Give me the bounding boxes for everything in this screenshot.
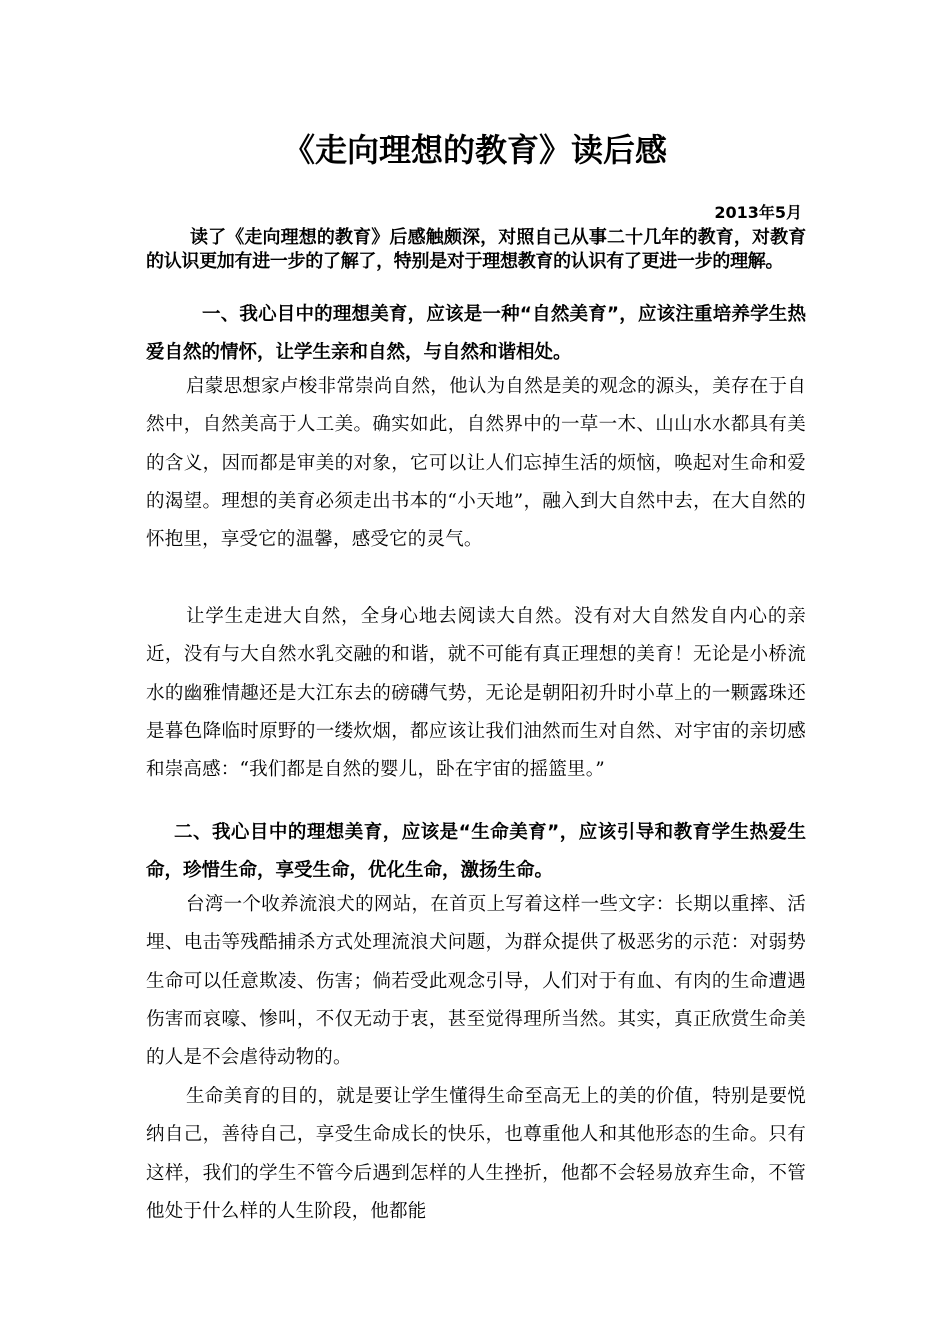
body-paragraph-4: 生命美育的目的，就是要让学生懂得生命至高无上的美的价值，特别是要悦纳自己，善待自己，享受生命成长的快乐，也尊重他人和其他形态的生命。只有这样，我们的学生不管今后遇到怎样的人生挫折，他都不会轻易放弃生命，不管他处于什么样的人生阶段，他都能 [146, 1086, 806, 1222]
section-heading-1: 一、我心目中的理想美育，应该是一种“自然美育”，应该注重培养学生热爱自然的情怀，让学生亲和自然，与自然和谐相处。 [146, 304, 806, 363]
intro-paragraph: 读了《走向理想的教育》后感触颇深，对照自己从事二十几年的教育，对教育的认识更加有进一步的了解了，特别是对于理想教育的认识有了更进一步的理解。 [146, 227, 806, 272]
document-date: 2013年5月 [714, 203, 802, 222]
document-title: 《走向理想的教育》读后感 [282, 131, 667, 169]
section-heading-2: 二、我心目中的理想美育，应该是“生命美育”，应该引导和教育学生热爱生命，珍惜生命，享受生命，优化生命，激扬生命。 [146, 822, 806, 881]
body-paragraph-2: 让学生走进大自然，全身心地去阅读大自然。没有对大自然发自内心的亲近，没有与大自然水乳交融的和谐，就不可能有真正理想的美育！无论是小桥流水的幽雅情趣还是大江东去的磅礴气势，无论是朝阳初升时小草上的一颗露珠还是暮色降临时原野的一缕炊烟，都应该让我们油然而生对自然、对宇宙的亲切感和崇高感：“我们都是自然的婴儿，卧在宇宙的摇篮里。” [146, 606, 806, 781]
body-paragraph-3: 台湾一个收养流浪犬的网站，在首页上写着这样一些文字：长期以重摔、活埋、电击等残酷捕杀方式处理流浪犬问题，为群众提供了极恶劣的示范：对弱势生命可以任意欺凌、伤害；倘若受此观念引导，人们对于有血、有肉的生命遭遇伤害而哀嚎、惨叫，不仅无动于衷，甚至觉得理所当然。其实，真正欣赏生命美的人是不会虐待动物的。 [146, 894, 806, 1069]
body-paragraph-1: 启蒙思想家卢梭非常崇尚自然，他认为自然是美的观念的源头，美存在于自然中，自然美高于人工美。确实如此，自然界中的一草一木、山山水水都具有美的含义，因而都是审美的对象，它可以让人们忘掉生活的烦恼，唤起对生命和爱的渴望。理想的美育必须走出书本的“小天地”，融入到大自然中去，在大自然的怀抱里，享受它的温馨，感受它的灵气。 [146, 376, 806, 551]
